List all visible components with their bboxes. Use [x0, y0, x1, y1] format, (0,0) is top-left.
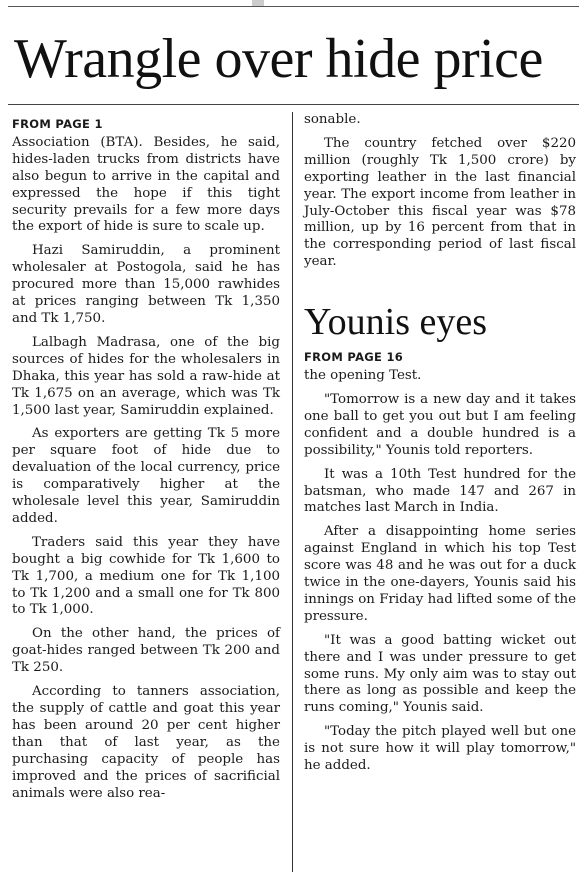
article-paragraph: The country fetched over $220 million (roughly Tk 1,500 crore) by exporting leather in the last financial year. The export income from leather in July-October this fiscal year was $78 million, up by 16 percent from that in the corresponding period of last fiscal year.: [304, 135, 576, 270]
article-paragraph: Hazi Samiruddin, a prominent wholesaler at Postogola, said he has procured more than 15,000 rawhides at prices ranging between Tk 1,350 and Tk 1,750.: [12, 243, 280, 326]
article-paragraph: According to tanners association, the supply of cattle and goat this year has been around 20 per cent higher than that of last year, as the purchasing capacity of people has improved and the prices of sacrificial animals were also rea-: [12, 684, 280, 801]
article-paragraph: "It was a good batting wicket out there and I was under pressure to get some runs. My only aim was to stay out there as long as possible and keep the runs coming," Younis said.: [304, 632, 576, 716]
article-paragraph: sonable.: [304, 112, 361, 127]
article-paragraph: "Tomorrow is a new day and it takes one ball to get you out but I am feeling confident and a double hundred is a possibility," Younis told reporters.: [304, 391, 576, 458]
right-column: [304, 112, 576, 782]
column-divider: [292, 112, 293, 872]
headline-rule: [8, 104, 579, 105]
article-paragraph: the opening Test.: [304, 368, 422, 384]
kicker-from-page-1: FROM PAGE 1: [12, 117, 103, 131]
subheadline-younis-eyes: Younis eyes: [304, 301, 488, 344]
article-paragraph: Lalbagh Madrasa, one of the big sources of hides for the wholesalers in Dhaka, this year has sold a raw-hide at Tk 1,675 on an average, which was Tk 1,500 last year, Samiruddin explained.: [12, 334, 280, 418]
left-column: [12, 112, 280, 809]
article-paragraph: It was a 10th Test hundred for the batsman, who made 147 and 267 in matches last March in India.: [304, 466, 576, 516]
headline: Wrangle over hide price: [14, 28, 543, 90]
article-paragraph: "Today the pitch played well but one is not sure how it will play tomorrow," he added.: [304, 724, 576, 774]
article-paragraph: As exporters are getting Tk 5 more per square foot of hide due to devaluation of the local currency, price is comparatively higher at the wholesale level this year, Samiruddin added.: [12, 426, 280, 526]
article-paragraph: On the other hand, the prices of goat-hides ranged between Tk 200 and Tk 250.: [12, 626, 280, 676]
article-paragraph: After a disappointing home series against England in which his top Test score was 48 and he was out for a duck twice in the one-dayers, Younis said his innings on Friday had lifted some of the pressure.: [304, 524, 576, 624]
article-paragraph: Traders said this year they have bought a big cowhide for Tk 1,600 to Tk 1,700, a medium one for Tk 1,100 to Tk 1,200 and a small one for Tk 800 to Tk 1,000.: [12, 534, 280, 618]
article-paragraph: Association (BTA). Besides, he said, hides-laden trucks from districts have also begun to arrive in the capital and expressed the hope if this tight security prevails for a few more days the export of hide is sure to scale up.: [12, 134, 280, 235]
kicker-from-page-16: FROM PAGE 16: [304, 350, 404, 365]
top-rule: [8, 6, 579, 7]
